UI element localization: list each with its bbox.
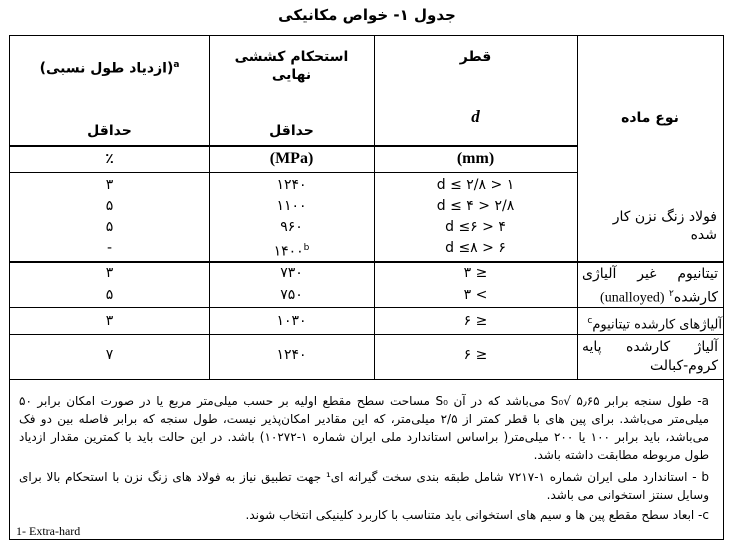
note-c: c- ابعاد سطح مقطع پین ها و سیم های استخوانی باید متناسب با کاربرد کلینیکی انتخاب شوند. (245, 508, 709, 522)
table-cell-tensile: ۱۲۴۰ (276, 347, 307, 363)
unit-mm: (mm) (456, 150, 495, 167)
unit-divider (10, 172, 577, 173)
table-cell-elongation: ۷ (105, 347, 114, 363)
header-divider (10, 145, 577, 147)
note-a: a- طول سنجه برابر ۵٫۶۵ √S₀ می‌باشد که در آن S₀ مساحت سطح مقطع اولیه بر حسب میلی‌متر مربع یا در صورت امکان برابر ۵۰ میلی‌متر می‌باشد. برای پین های با قطر کمتر از ۲/۵ میلی‌متر، که این مقادیر امکان‌پذیر نیست، طول سنجه که برابر فاصله بین دو فک می‌باشد، باید برابر ۱۰۰ یا ۲۰۰ میلی‌متر( براساس استاندارد ملی ایران شماره ۱-۱۰۲۷۲) باشد. در این حالت باید با کمترین مقدار ازدیاد طول مربوطه مطابقت داشته باشد. (19, 394, 709, 462)
table-cell-diameter: ۴ < d ≤۶ (445, 219, 506, 235)
table-cell-tensile: ۱۴۰۰$^b$ (273, 243, 310, 260)
header-d-symbol: d (471, 107, 480, 126)
mechanical-properties-table (9, 35, 724, 380)
header-diameter: قطر (459, 49, 492, 65)
table-cell-diameter: ≤ ۳ (463, 265, 488, 281)
table-cell-tensile: ۱۲۴۰ (276, 177, 307, 193)
table-cell-elongation: ۵ (105, 198, 114, 214)
table-title: جدول ۱- خواص مکانیکی (278, 6, 456, 24)
table-cell-diameter: ≤ ۶ (463, 347, 488, 363)
table-cell-tensile: ۱۱۰۰ (276, 198, 307, 214)
table-cell-diameter: ≤ ۶ (463, 313, 488, 329)
unit-mpa: (MPa) (269, 150, 314, 167)
header-min-tensile: حداقل (269, 123, 314, 139)
group-divider (10, 261, 723, 263)
header-material: نوع ماده (621, 110, 679, 126)
table-cell-tensile: ۷۳۰ (280, 265, 303, 281)
table-cell-elongation: - (106, 240, 113, 256)
material-cobalt-chromium-line2: کروم-کبالت (649, 358, 718, 374)
header-min-elongation: حداقل (87, 123, 132, 139)
table-cell-diameter: ۶ < d ≤۸ (445, 240, 506, 256)
header-elongation: $^a$(ازدیاد طول نسبی) (39, 60, 180, 77)
table-cell-elongation: ۳ (105, 313, 114, 329)
table-cell-tensile: ۹۶۰ (280, 219, 303, 235)
column-divider (577, 36, 578, 379)
material-stainless-steel: فولاد زنگ نزن کار شده (612, 209, 717, 243)
table-cell-diameter: > ۳ (463, 287, 488, 303)
material-titanium-unalloyed-line2: کارشده$^۲$ (unalloyed) (600, 289, 718, 306)
table-cell-tensile: ۱۰۳۰ (276, 313, 307, 329)
header-tensile: استحکام کششی نهایی (234, 49, 349, 83)
table-cell-diameter: ۱ < d ≤ ۲/۸ (436, 177, 515, 193)
unit-percent: ٪ (105, 151, 114, 167)
table-cell-tensile: ۷۵۰ (280, 287, 303, 303)
notes-box (9, 380, 724, 540)
table-cell-elongation: ۵ (105, 287, 114, 303)
table-cell-diameter: ۲/۸ < d ≤ ۴ (436, 198, 515, 214)
note-b: b - استاندارد ملی ایران شماره ۱-۷۲۱۷ شامل طبقه بندی سخت گیرانه ای¹ جهت تطبیق نیاز به فولاد های زنگ نزن با استحکام بالا برای وسایل سنتز استخوانی می باشد. (19, 470, 710, 502)
table-cell-elongation: ۵ (105, 219, 114, 235)
material-cobalt-chromium: آلیاژ کارشده پایه (582, 339, 718, 355)
footnote: 1- Extra-hard (16, 524, 81, 538)
material-titanium-unalloyed: تیتانیوم غیر آلیاژی (582, 266, 718, 282)
table-cell-elongation: ۳ (105, 177, 114, 193)
material-titanium-alloys: آلیاژهای کارشده تیتانیوم$^c$ (587, 316, 722, 333)
table-cell-elongation: ۳ (105, 265, 114, 281)
